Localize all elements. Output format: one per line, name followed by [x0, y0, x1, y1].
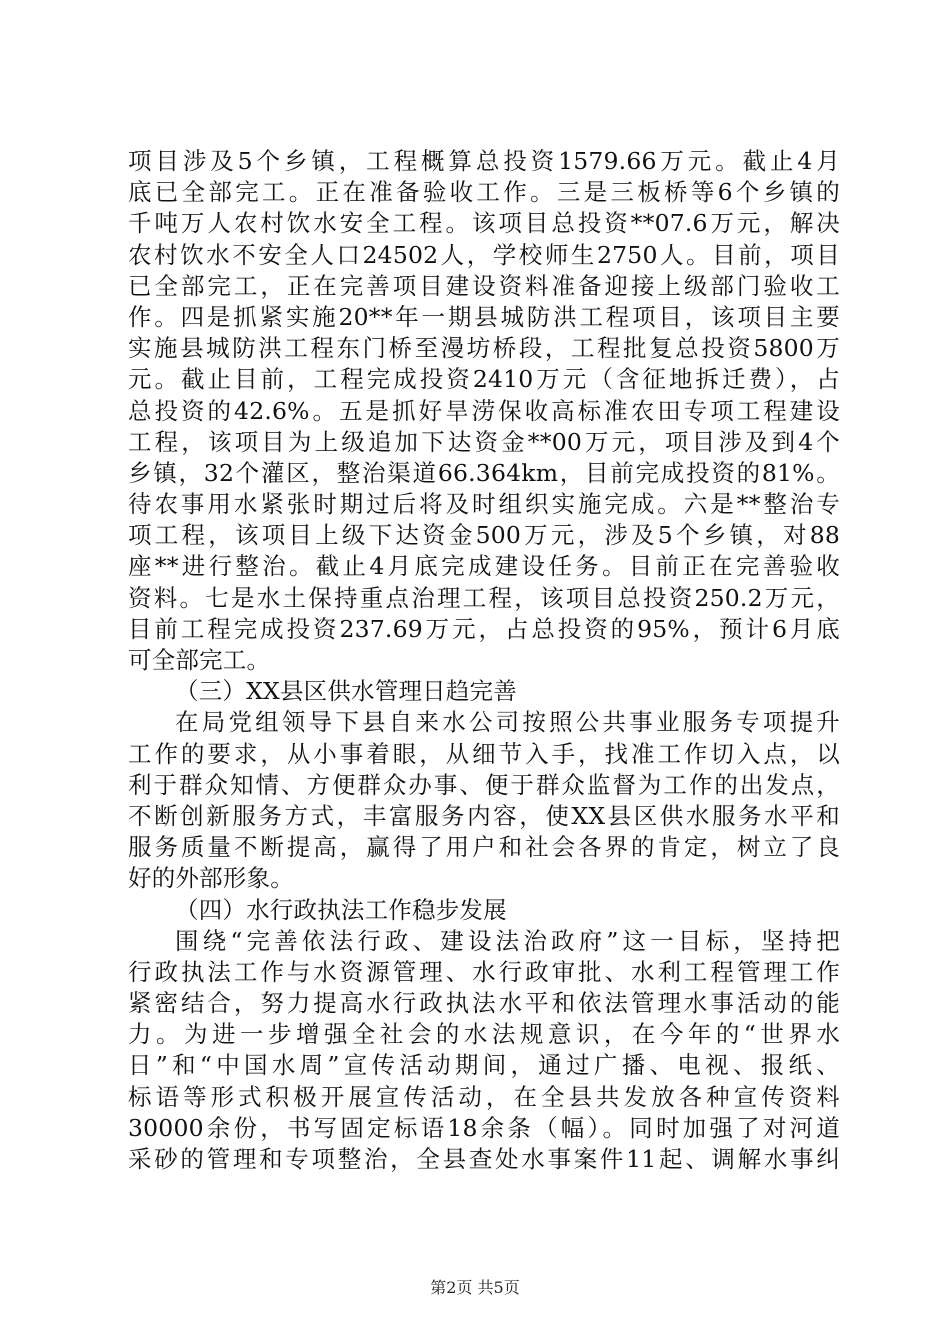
text-line: 力。为进一步增强全社会的水法规意识，在今年的“世界水	[128, 1020, 840, 1049]
text-line: 工作的要求，从小事着眼，从细节入手，找准工作切入点，以	[128, 739, 840, 768]
text-line: 项目涉及5个乡镇，工程概算总投资1579.66万元。截止4月	[128, 147, 840, 175]
text-line: 已全部完工，正在完善项目建设资料准备迎接上级部门验收工	[128, 271, 840, 300]
section-heading: （三）XX县区供水管理日趋完善	[175, 677, 517, 706]
text-line: 利于群众知情、方便群众办事、便于群众监督为工作的出发点，	[128, 770, 840, 799]
text-line: 紧密结合，努力提高水行政执法水平和依法管理水事活动的能	[128, 989, 840, 1018]
document-body	[128, 146, 840, 1175]
text-line: 农村饮水不安全人口24502人，学校师生2750人。目前，项目	[128, 240, 840, 269]
text-line: 日”和“中国水周”宣传活动期间，通过广播、电视、报纸、	[128, 1051, 840, 1080]
text-line: 好的外部形象。	[128, 864, 294, 893]
text-line: 底已全部完工。正在准备验收工作。三是三板桥等6个乡镇的	[128, 178, 840, 207]
page-number: 第2页 共5页	[430, 1278, 520, 1297]
section-heading: （四）水行政执法工作稳步发展	[175, 895, 507, 924]
text-line: 资料。七是水土保持重点治理工程，该项目总投资250.2万元，	[128, 583, 840, 612]
text-line: 元。截止目前，工程完成投资2410万元（含征地拆迁费），占	[128, 365, 840, 394]
text-line: 千吨万人农村饮水安全工程。该项目总投资**07.6万元，解决	[128, 209, 840, 238]
text-line: 采砂的管理和专项整治，全县查处水事案件11起、调解水事纠	[128, 1145, 840, 1173]
text-line: 30000余份，书写固定标语18余条（幅）。同时加强了对河道	[128, 1113, 840, 1142]
text-line: 标语等形式积极开展宣传活动，在全县共发放各种宣传资料	[128, 1082, 840, 1111]
text-line: 乡镇，32个灌区，整治渠道66.364km，目前完成投资的81%。	[128, 458, 840, 487]
text-line: 行政执法工作与水资源管理、水行政审批、水利工程管理工作	[128, 957, 840, 986]
text-line: 在局党组领导下县自来水公司按照公共事业服务专项提升	[175, 708, 840, 737]
text-line: 总投资的42.6%。五是抓好旱涝保收高标准农田专项工程建设	[128, 396, 840, 425]
text-line: 服务质量不断提高，赢得了用户和社会各界的肯定，树立了良	[128, 833, 840, 862]
text-line: 待农事用水紧张时期过后将及时组织实施完成。六是**整治专	[128, 490, 840, 519]
text-line: 不断创新服务方式，丰富服务内容，使XX县区供水服务水平和	[128, 801, 840, 830]
text-line: 作。四是抓紧实施20**年一期县城防洪工程项目，该项目主要	[128, 302, 840, 331]
text-line: 座**进行整治。截止4月底完成建设任务。目前正在完善验收	[128, 552, 840, 581]
text-line: 可全部完工。	[128, 646, 271, 674]
text-line: 项工程，该项目上级下达资金500万元，涉及5个乡镇，对88	[128, 521, 840, 550]
text-line: 目前工程完成投资237.69万元，占总投资的95%，预计6月底	[128, 614, 840, 643]
text-line: 实施县城防洪工程东门桥至漫坊桥段，工程批复总投资5800万	[128, 334, 840, 363]
text-line: 工程，该项目为上级追加下达资金**00万元，项目涉及到4个	[128, 427, 840, 456]
text-line: 围绕“完善依法行政、建设法治政府”这一目标，坚持把	[175, 926, 840, 955]
